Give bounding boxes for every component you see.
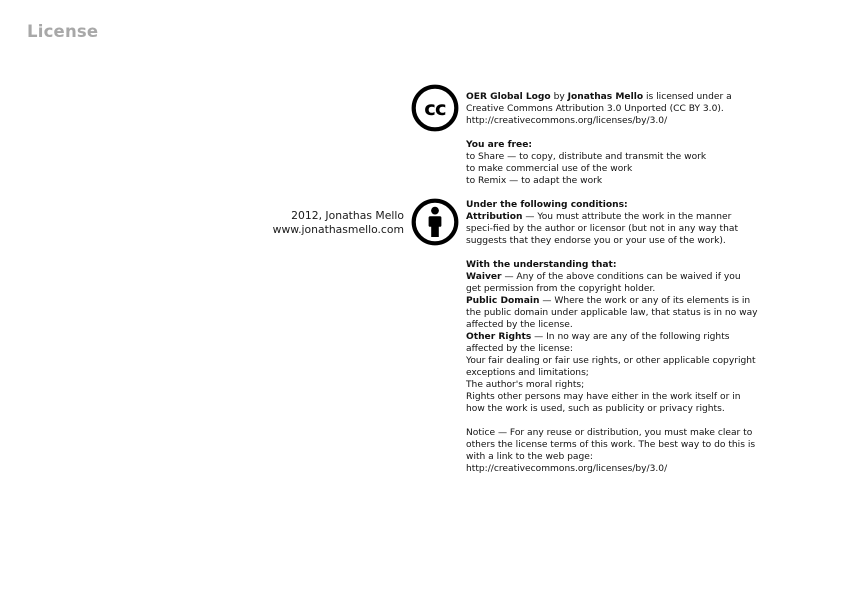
conditions-section — [466, 199, 758, 247]
credit-website: www.jonathasmello.com — [272, 223, 404, 236]
license-statement — [466, 91, 758, 127]
svg-text:cc: cc — [424, 97, 446, 121]
other-rights-text: — In no way are any of the following rights affected by the license: — [466, 332, 730, 354]
author-name: Jonathas Mello — [567, 92, 644, 102]
notice-url: http://creativecommons.org/licenses/by/3.0/ — [466, 464, 668, 474]
understanding-section — [466, 259, 758, 415]
attribution-person-icon — [411, 198, 459, 246]
conditions-heading: Under the following conditions: — [466, 200, 628, 210]
notice-section — [466, 427, 758, 475]
freedoms-section — [466, 139, 758, 187]
by-word: by — [550, 92, 568, 102]
notice-text: Notice — For any reuse or distribution, you must make clear to others the license terms of this work. The best way to do this is with a link to the web page: — [466, 428, 756, 462]
freedoms-heading: You are free: — [466, 140, 533, 150]
rights-item: Your fair dealing or fair use rights, or other applicable copyright exceptions and limitations; — [466, 356, 756, 378]
author-credit — [273, 209, 404, 237]
license-text — [466, 91, 758, 475]
waiver-label: Waiver — [466, 272, 502, 282]
page-title: License — [27, 22, 99, 41]
credit-year-author: 2012, Jonathas Mello — [291, 209, 404, 222]
rights-item: Rights other persons may have either in the work itself or in how the work is used, such as publicity or privacy rights. — [466, 392, 741, 414]
creative-commons-icon — [411, 84, 459, 132]
waiver-text: — Any of the above conditions can be waived if you get permission from the copyright holder. — [466, 272, 741, 294]
freedom-item: to make commercial use of the work — [466, 164, 633, 174]
licensed-text: is licensed under a Creative Commons Attribution 3.0 Unported (CC BY 3.0). — [466, 92, 732, 114]
rights-item: The author's moral rights; — [466, 380, 585, 390]
understanding-heading: With the understanding that: — [466, 260, 617, 270]
license-url: http://creativecommons.org/licenses/by/3.0/ — [466, 116, 668, 126]
other-rights-label: Other Rights — [466, 332, 532, 342]
freedom-item: to Share — to copy, distribute and transmit the work — [466, 152, 707, 162]
attribution-text: — You must attribute the work in the manner speci-fied by the author or licensor (but not in any way that suggests that they endorse you or your use of the work). — [466, 212, 739, 246]
work-title: OER Global Logo — [466, 92, 551, 102]
public-domain-text: — Where the work or any of its elements is in the public domain under applicable law, that status is in no way affected by the license. — [466, 296, 758, 330]
public-domain-label: Public Domain — [466, 296, 540, 306]
freedom-item: to Remix — to adapt the work — [466, 176, 603, 186]
attribution-label: Attribution — [466, 212, 523, 222]
